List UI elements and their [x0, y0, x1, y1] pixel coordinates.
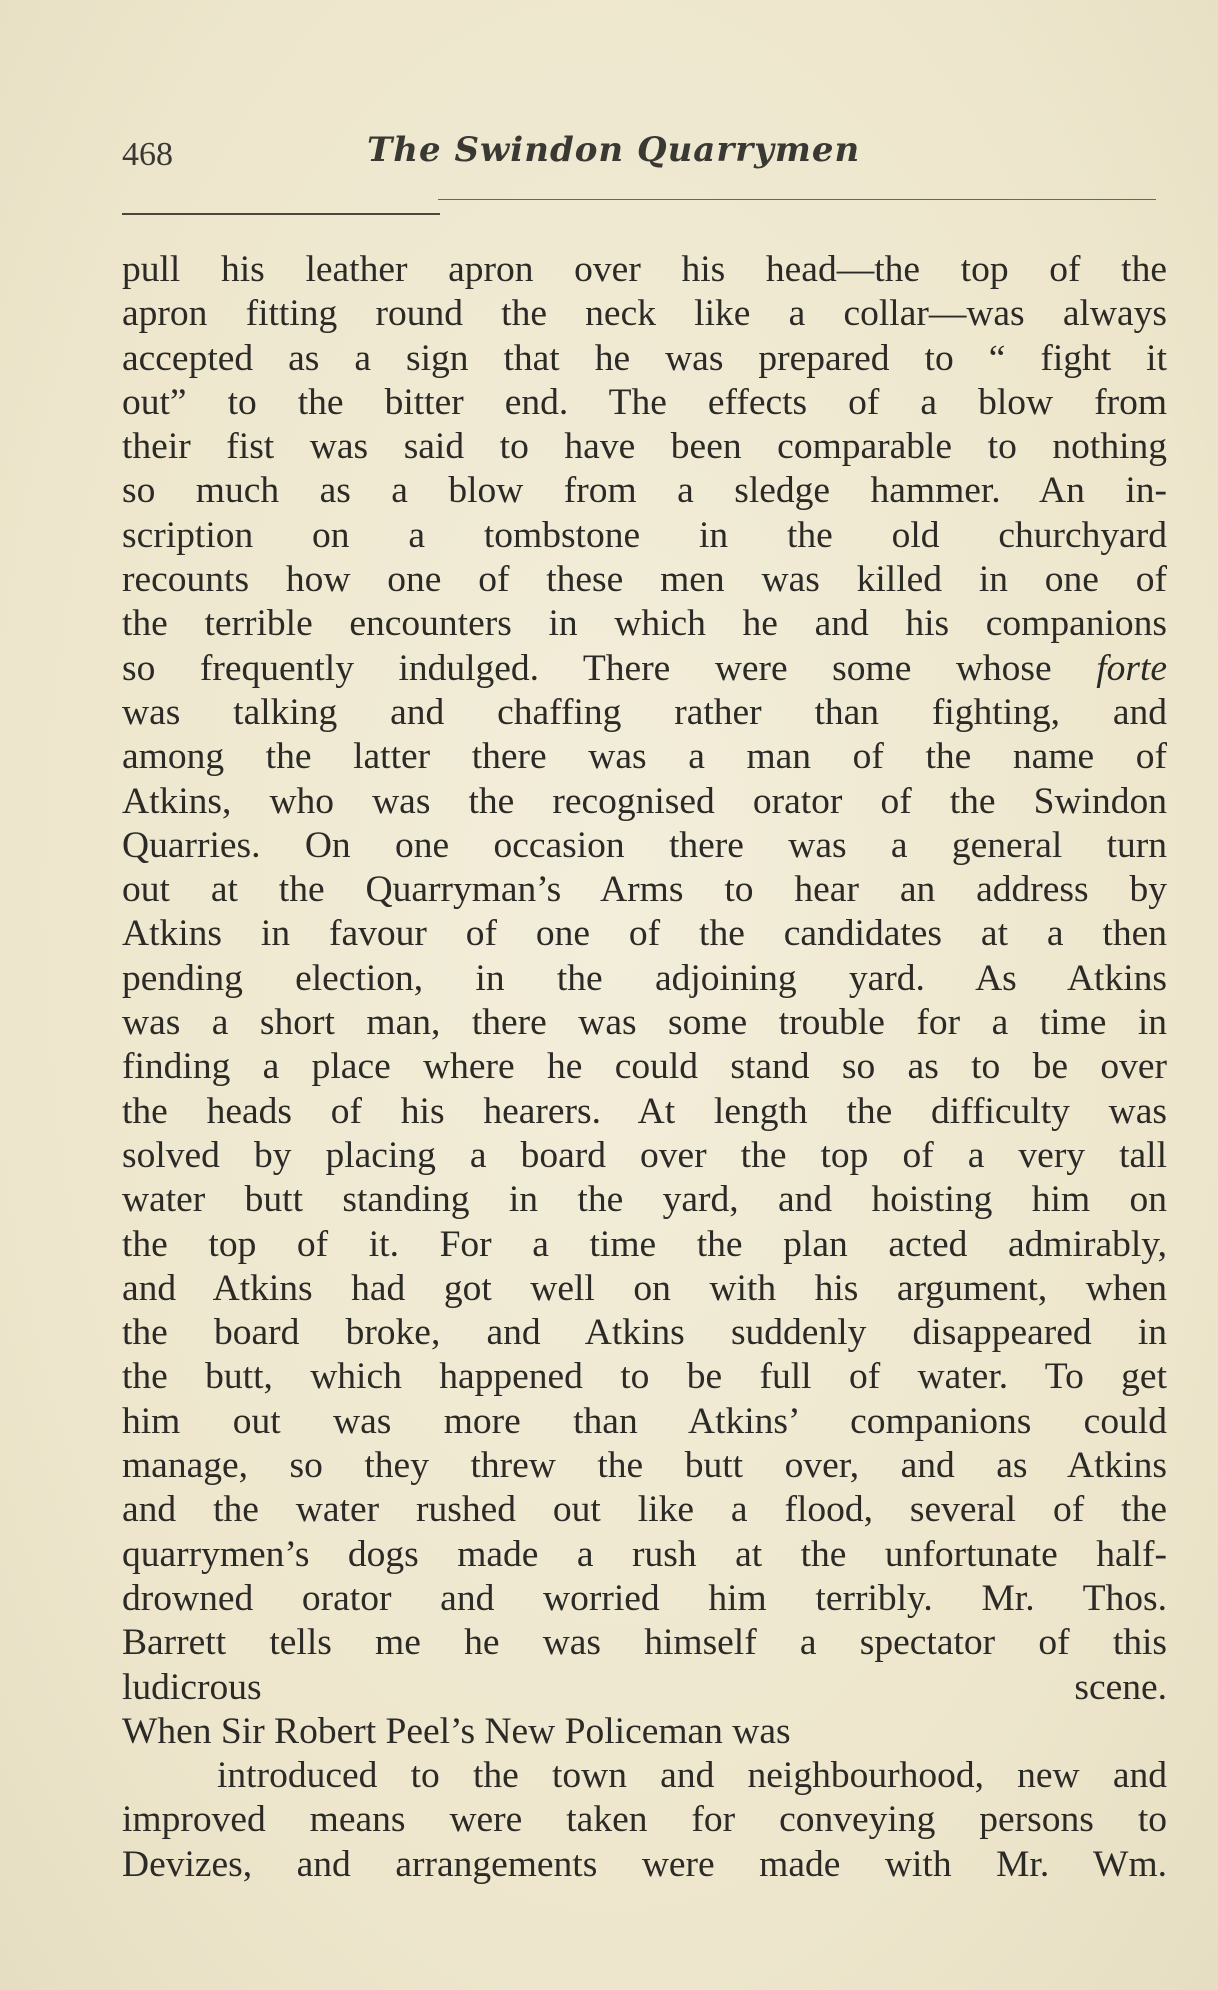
italic-word: forte	[1096, 647, 1168, 689]
text-line: and the water rushed out like a flood, several of the	[122, 1489, 1167, 1531]
text-line: quarrymen’s dogs made a rush at the unfortunate half-	[122, 1533, 1167, 1575]
text-line: Barrett tells me he was himself a spectator of this	[122, 1622, 1167, 1664]
text-line: When Sir Robert Peel’s New Policeman was	[122, 1710, 791, 1752]
header-rule-lower	[122, 213, 440, 215]
text-line: so much as a blow from a sledge hammer. An in-	[122, 470, 1167, 512]
text-line: pending election, in the adjoining yard. As Atkins	[122, 957, 1167, 999]
text-line: the butt, which happened to be full of water. To get	[122, 1356, 1167, 1398]
text-line: was a short man, there was some trouble for a time in	[122, 1002, 1167, 1044]
body-text	[122, 248, 1167, 1931]
running-head: The Swindon Quarrymen	[367, 130, 861, 170]
text-line: recounts how one of these men was killed in one of	[122, 559, 1167, 601]
text-line: solved by placing a board over the top of a very tall	[122, 1134, 1167, 1176]
text-line: finding a place where he could stand so as to be over	[122, 1046, 1167, 1088]
text-line: the top of it. For a time the plan acted admirably,	[122, 1223, 1167, 1265]
text-line: water butt standing in the yard, and hoisting him on	[122, 1179, 1167, 1221]
text-line: the terrible encounters in which he and his companions	[122, 603, 1167, 645]
text-line	[122, 647, 1167, 691]
text-line: Devizes, and arrangements were made with Mr. Wm.	[122, 1843, 1167, 1885]
text-line: accepted as a sign that he was prepared to “ fight it	[122, 337, 1167, 379]
paragraph-first-line: introduced to the town and neighbourhood, new and	[217, 1755, 1167, 1797]
header-rule-upper	[438, 199, 1156, 200]
page-number: 468	[122, 136, 173, 173]
text-line: out” to the bitter end. The effects of a blow from	[122, 381, 1167, 423]
page-header	[122, 130, 1167, 190]
text-line	[122, 1887, 1167, 1931]
text-line: ludicrous scene.	[122, 1666, 1167, 1708]
text-line: was talking and chaffing rather than fighting, and	[122, 691, 1167, 733]
text-line: manage, so they threw the butt over, and as Atkins	[122, 1445, 1167, 1487]
text-line: Atkins in favour of one of the candidates at a then	[122, 913, 1167, 955]
text-line: Atkins, who was the recognised orator of the Swindon	[122, 780, 1167, 822]
text-line: improved means were taken for conveying persons to	[122, 1799, 1167, 1841]
text-line: drowned orator and worried him terribly. Mr. Thos.	[122, 1577, 1167, 1619]
text-line: him out was more than Atkins’ companions could	[122, 1400, 1167, 1442]
text-line: and Atkins had got well on with his argument, when	[122, 1267, 1167, 1309]
text-line: pull his leather apron over his head—the top of the	[122, 249, 1167, 290]
text-line: the heads of his hearers. At length the difficulty was	[122, 1090, 1167, 1132]
text-line: apron fitting round the neck like a collar—was always	[122, 293, 1167, 335]
text-line: among the latter there was a man of the name of	[122, 736, 1167, 778]
text-line: scription on a tombstone in the old churchyard	[122, 514, 1167, 556]
text-line: the board broke, and Atkins suddenly disappeared in	[122, 1312, 1167, 1354]
text-line: out at the Quarryman’s Arms to hear an address by	[122, 869, 1167, 911]
text-run: so frequently indulged. There were some whose	[122, 647, 1052, 689]
text-line: their fist was said to have been comparable to nothing	[122, 426, 1167, 468]
text-line: Quarries. On one occasion there was a general turn	[122, 824, 1167, 866]
